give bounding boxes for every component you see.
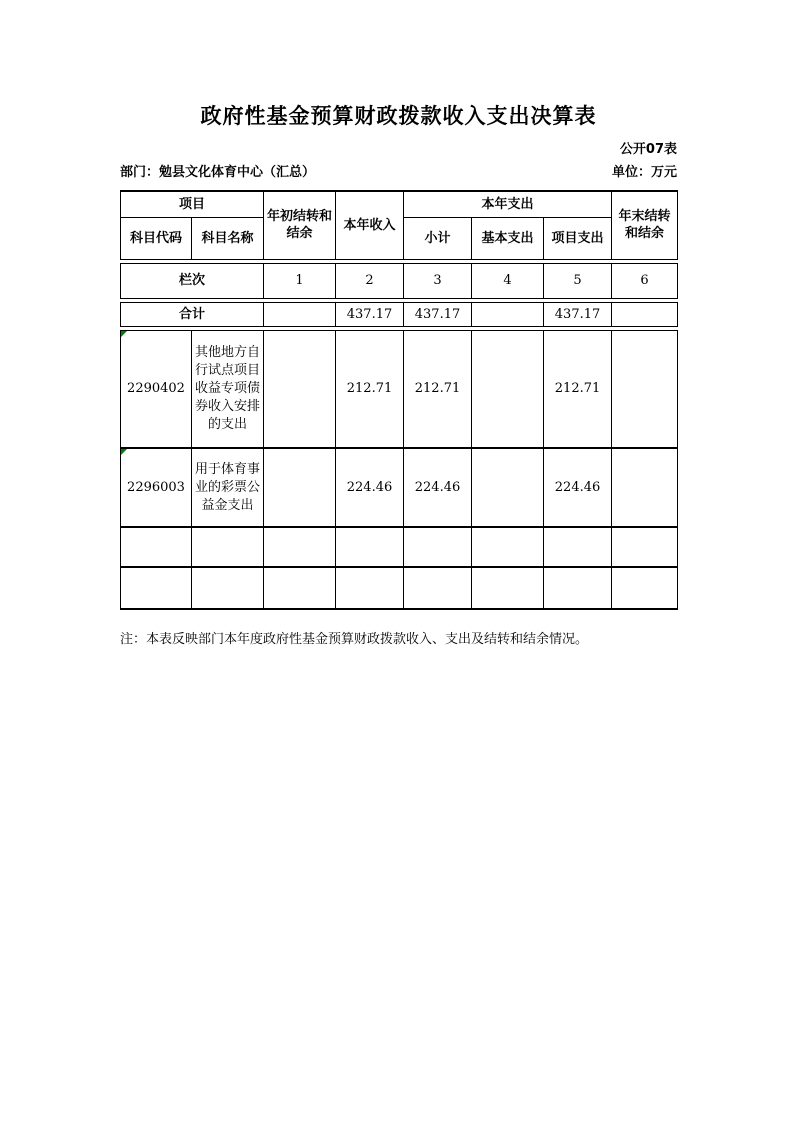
header-income: 本年收入 [336, 191, 404, 259]
value-cell [404, 567, 472, 609]
table-row [121, 330, 678, 448]
budget-table [120, 190, 678, 610]
header-project-expense: 项目支出 [544, 217, 612, 259]
value-cell [264, 330, 336, 448]
value-cell: 437.17 [336, 302, 404, 326]
value-cell: 224.46 [544, 448, 612, 527]
column-index-cell: 1 [264, 263, 336, 298]
value-cell [472, 567, 544, 609]
value-cell [544, 567, 612, 609]
value-cell [472, 330, 544, 448]
value-cell [336, 527, 404, 567]
value-cell [612, 302, 678, 326]
total-label: 合计 [121, 302, 264, 326]
column-index-cell: 5 [544, 263, 612, 298]
value-cell [472, 302, 544, 326]
subject-name-cell: 其他地方自行试点项目收益专项债券收入安排的支出 [192, 330, 264, 448]
value-cell: 212.71 [336, 330, 404, 448]
value-cell: 212.71 [544, 330, 612, 448]
value-cell: 212.71 [404, 330, 472, 448]
column-index-cell: 4 [472, 263, 544, 298]
value-cell [472, 448, 544, 527]
meta-row [120, 165, 677, 181]
value-cell [612, 448, 678, 527]
value-cell [612, 527, 678, 567]
header-end-balance: 年末结转和结余 [612, 191, 678, 259]
table-code-label: 公开07表 [619, 142, 677, 157]
value-cell [336, 567, 404, 609]
value-cell [264, 302, 336, 326]
header-subtotal: 小计 [404, 217, 472, 259]
value-cell: 437.17 [544, 302, 612, 326]
column-index-cell: 2 [336, 263, 404, 298]
header-subject-name: 科目名称 [192, 217, 264, 259]
subject-code-cell [121, 330, 192, 448]
table-row [121, 527, 678, 567]
cell-error-indicator-icon [121, 449, 127, 455]
header-begin-balance: 年初结转和结余 [264, 191, 336, 259]
table-row [121, 567, 678, 609]
subject-name-cell: 用于体育事业的彩票公益金支出 [192, 448, 264, 527]
value-cell [612, 330, 678, 448]
subject-code: 2290402 [127, 381, 185, 397]
subject-name-cell [192, 527, 264, 567]
header-item-group: 项目 [121, 191, 264, 217]
cell-error-indicator-icon [121, 331, 127, 337]
table-row [121, 448, 678, 527]
column-index-row [121, 263, 678, 298]
value-cell: 224.46 [404, 448, 472, 527]
value-cell [544, 527, 612, 567]
table-note: 注：本表反映部门本年度政府性基金预算财政拨款收入、支出及结转和结余情况。 [120, 632, 589, 647]
header-basic-expense: 基本支出 [472, 217, 544, 259]
column-index-cell: 3 [404, 263, 472, 298]
value-cell [264, 567, 336, 609]
total-row [121, 302, 678, 326]
unit-label: 单位：万元 [611, 165, 677, 180]
value-cell [404, 527, 472, 567]
value-cell [612, 567, 678, 609]
column-index-cell: 6 [612, 263, 678, 298]
value-cell [472, 527, 544, 567]
department-label: 部门：勉县文化体育中心（汇总） [120, 165, 316, 180]
value-cell: 224.46 [336, 448, 404, 527]
subject-code-cell [121, 527, 192, 567]
value-cell: 437.17 [404, 302, 472, 326]
subject-name-cell [192, 567, 264, 609]
header-subject-code: 科目代码 [121, 217, 192, 259]
header-row-1 [121, 191, 678, 217]
subject-code-cell [121, 567, 192, 609]
subject-code-cell [121, 448, 192, 527]
content-column [120, 0, 677, 648]
header-expense-group: 本年支出 [404, 191, 612, 217]
page-title: 政府性基金预算财政拨款收入支出决算表 [200, 104, 597, 128]
value-cell [264, 448, 336, 527]
subject-code: 2296003 [127, 480, 185, 495]
value-cell [264, 527, 336, 567]
column-index-label: 栏次 [121, 263, 264, 298]
